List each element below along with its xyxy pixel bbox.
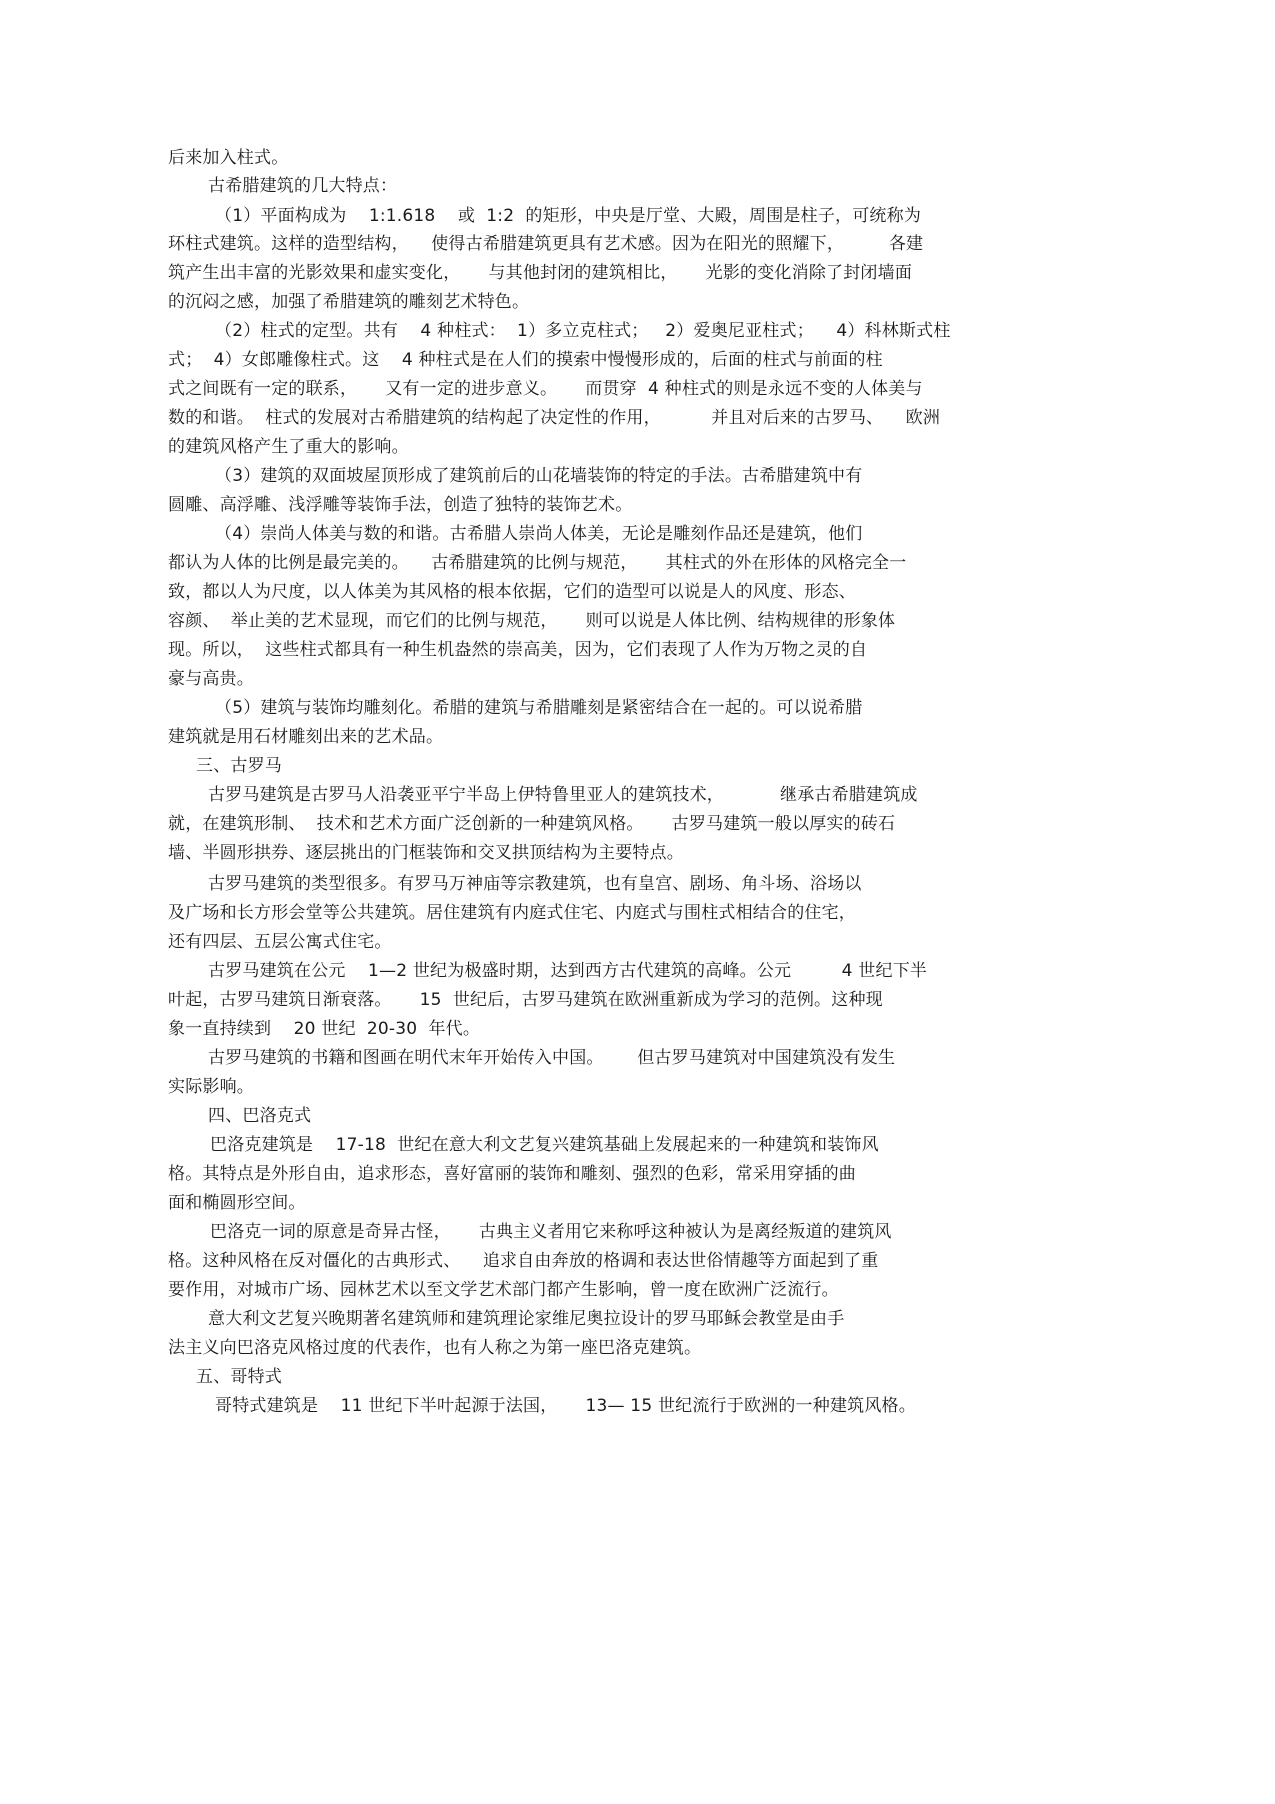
text-line: 数的和谐。 柱式的发展对古希腊建筑的结构起了决定性的作用， 并且对后来的古罗马、 欧洲 xyxy=(168,408,941,428)
text-line: 面和椭圆形空间。 xyxy=(168,1193,306,1213)
text-line: 叶起，古罗马建筑日渐衰落。 15 世纪后，古罗马建筑在欧洲重新成为学习的范例。这种现 xyxy=(168,990,883,1010)
text-line: 还有四层、五层公寓式住宅。 xyxy=(168,932,392,952)
text-line: 格。这种风格在反对僵化的古典形式、 追求自由奔放的格调和表达世俗情趣等方面起到了重 xyxy=(168,1251,879,1271)
text-line: 环柱式建筑。这样的造型结构， 使得古希腊建筑更具有艺术感。因为在阳光的照耀下， 各建 xyxy=(168,234,924,254)
text-line: 就，在建筑形制、 技术和艺术方面广泛创新的一种建筑风格。 古罗马建筑一般以厚实的砖石 xyxy=(168,814,896,834)
text-line: 法主义向巴洛克风格过度的代表作，也有人称之为第一座巴洛克建筑。 xyxy=(168,1338,702,1358)
text-line: 哥特式建筑是 11 世纪下半叶起源于法国， 13— 15 世纪流行于欧洲的一种建筑风格。 xyxy=(215,1396,916,1416)
text-line: 现。所以， 这些柱式都具有一种生机盎然的崇高美，因为，它们表现了人作为万物之灵的自 xyxy=(168,640,868,660)
text-line: （1）平面构成为 1:1.618 或 1:2 的矩形，中央是厅堂、大殿，周围是柱子，可统称为 xyxy=(215,206,922,226)
text-line: 古罗马建筑的类型很多。有罗马万神庙等宗教建筑，也有皇宫、剧场、角斗场、浴场以 xyxy=(208,874,862,894)
text-line: 豪与高贵。 xyxy=(168,669,254,689)
text-line: 容颜、 举止美的艺术显现，而它们的比例与规范， 则可以说是人体比例、结构规律的形象体 xyxy=(168,611,896,631)
text-line: 巴洛克一词的原意是奇异古怪， 古典主义者用它来称呼这种被认为是离经叛道的建筑风 xyxy=(210,1222,892,1242)
text-line: 筑产生出丰富的光影效果和虚实变化， 与其他封闭的建筑相比， 光影的变化消除了封闭墙面 xyxy=(168,263,913,283)
text-line: 要作用，对城市广场、园林艺术以至文学艺术部门都产生影响，曾一度在欧洲广泛流行。 xyxy=(168,1280,839,1300)
text-line: 墙、半圆形拱券、逐层挑出的门框装饰和交叉拱顶结构为主要特点。 xyxy=(168,843,684,863)
section-heading: 四、巴洛克式 xyxy=(208,1106,312,1126)
text-line: 式； 4）女郎雕像柱式。这 4 种柱式是在人们的摸索中慢慢形成的，后面的柱式与前面的柱 xyxy=(168,350,883,370)
text-line: 圆雕、高浮雕、浅浮雕等装饰手法，创造了独特的装饰艺术。 xyxy=(168,495,633,515)
text-line: 实际影响。 xyxy=(168,1077,254,1097)
text-line: 后来加入柱式。 xyxy=(168,148,289,168)
text-line: 意大利文艺复兴晚期著名建筑师和建筑理论家维尼奥拉设计的罗马耶稣会教堂是由手 xyxy=(208,1309,845,1329)
text-line: 古希腊建筑的几大特点： xyxy=(208,176,398,196)
section-heading: 三、古罗马 xyxy=(196,756,282,776)
text-line: 格。其特点是外形自由，追求形态，喜好富丽的装饰和雕刻、强烈的色彩，常采用穿插的曲 xyxy=(168,1164,856,1184)
text-line: 的沉闷之感，加强了希腊建筑的雕刻艺术特色。 xyxy=(168,292,530,312)
text-line: 象一直持续到 20 世纪 20-30 年代。 xyxy=(168,1019,481,1039)
text-line: （2）柱式的定型。共有 4 种柱式： 1）多立克柱式； 2）爱奥尼亚柱式； 4）科林斯式柱 xyxy=(215,321,951,341)
text-line: 的建筑风格产生了重大的影响。 xyxy=(168,437,409,457)
text-line: 致，都以人为尺度，以人体美为其风格的根本依据，它们的造型可以说是人的风度、形态、 xyxy=(168,582,856,602)
text-line: （5）建筑与装饰均雕刻化。希腊的建筑与希腊雕刻是紧密结合在一起的。可以说希腊 xyxy=(215,698,863,718)
text-line: 建筑就是用石材雕刻出来的艺术品。 xyxy=(168,727,444,747)
text-line: 巴洛克建筑是 17-18 世纪在意大利文艺复兴建筑基础上发展起来的一种建筑和装饰风 xyxy=(210,1135,879,1155)
text-line: 古罗马建筑的书籍和图画在明代末年开始传入中国。 但古罗马建筑对中国建筑没有发生 xyxy=(208,1048,896,1068)
section-heading: 五、哥特式 xyxy=(196,1367,282,1387)
text-line: 古罗马建筑在公元 1—2 世纪为极盛时期，达到西方古代建筑的高峰。公元 4 世纪下半 xyxy=(208,961,928,981)
text-line: 都认为人体的比例是最完美的。 古希腊建筑的比例与规范， 其柱式的外在形体的风格完全一 xyxy=(168,553,907,573)
text-line: （3）建筑的双面坡屋顶形成了建筑前后的山花墙装饰的特定的手法。古希腊建筑中有 xyxy=(215,466,863,486)
text-line: 及广场和长方形会堂等公共建筑。居住建筑有内庭式住宅、内庭式与围柱式相结合的住宅， xyxy=(168,903,856,923)
text-line: （4）崇尚人体美与数的和谐。古希腊人崇尚人体美，无论是雕刻作品还是建筑，他们 xyxy=(215,524,863,544)
text-line: 古罗马建筑是古罗马人沿袭亚平宁半岛上伊特鲁里亚人的建筑技术， 继承古希腊建筑成 xyxy=(208,785,918,805)
text-line: 式之间既有一定的联系， 又有一定的进步意义。 而贯穿 4 种柱式的则是永远不变的人体美与 xyxy=(168,379,923,399)
